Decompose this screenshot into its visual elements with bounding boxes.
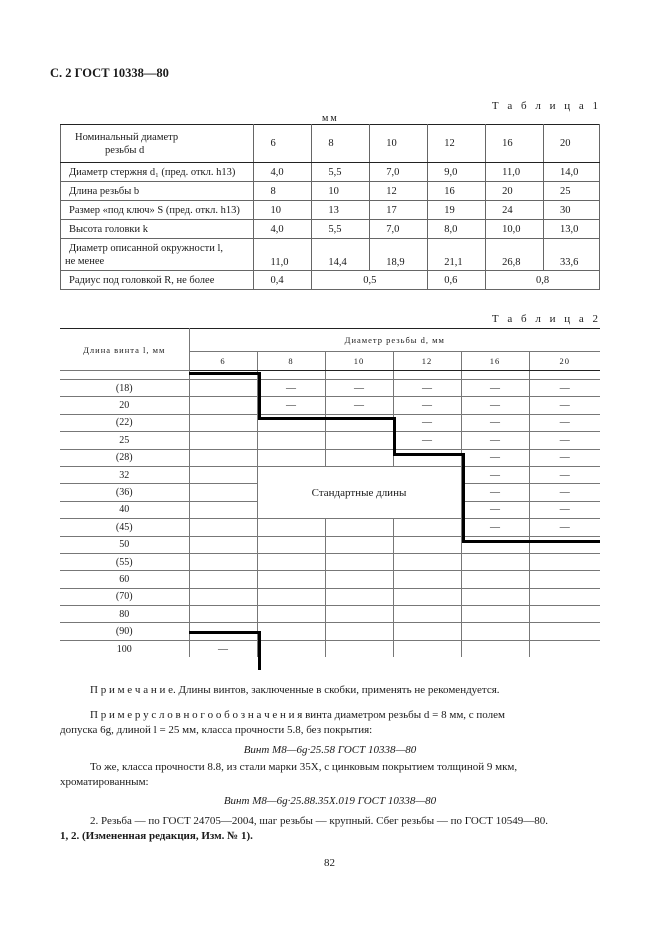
cell <box>325 588 393 605</box>
cell <box>393 623 461 640</box>
cell <box>189 519 257 536</box>
length-cell: (90) <box>60 623 189 640</box>
example2-formula: Винт М8—6g·25.88.35Х.019 ГОСТ 10338—80 <box>223 795 437 807</box>
dash-cell: — <box>461 466 529 483</box>
standard-lengths-label: Стандартные длины <box>311 486 407 499</box>
cell: 14,4 <box>312 239 370 271</box>
cell <box>461 640 529 657</box>
row-label: Высота головки k <box>61 220 254 239</box>
dash-cell: — <box>529 414 600 431</box>
cell <box>189 432 257 449</box>
diam-header: 10 <box>370 125 428 163</box>
length-cell: 40 <box>60 501 189 518</box>
row-label-line1: Диаметр описанной окружности l, <box>69 242 224 254</box>
cell <box>189 484 257 501</box>
example2-line2: хроматированным: <box>60 776 149 788</box>
table-row <box>61 163 600 182</box>
length-cell: (36) <box>60 484 189 501</box>
gap-cell <box>461 371 529 380</box>
dash-cell: — <box>461 484 529 501</box>
length-header: Длина винта l, мм <box>60 329 189 371</box>
cell <box>325 536 393 553</box>
dash-cell: — <box>529 397 600 414</box>
length-cell: (45) <box>60 519 189 536</box>
length-cell: 20 <box>60 397 189 414</box>
cell: 10 <box>312 182 370 201</box>
boundary-line <box>189 372 259 375</box>
cell: 16 <box>428 182 486 201</box>
cell: 4,0 <box>254 220 312 239</box>
dash-cell: — <box>325 397 393 414</box>
table2-gap-row <box>60 371 600 380</box>
gap-cell <box>325 371 393 380</box>
cell <box>529 623 600 640</box>
cell <box>529 571 600 588</box>
row-label: Радиус под головкой R, не более <box>61 271 254 290</box>
cell <box>189 501 257 518</box>
cell: 10,0 <box>486 220 544 239</box>
cell: 0,6 <box>428 271 486 290</box>
diam-col-header: 8 <box>257 352 325 371</box>
example1-formula: Винт М8—6g·25.58 ГОСТ 10338—80 <box>243 744 417 756</box>
dash-cell: — <box>529 449 600 466</box>
dash-cell: — <box>189 640 257 657</box>
diam-header: 16 <box>486 125 544 163</box>
dash-cell: — <box>529 380 600 397</box>
cell: 12 <box>370 182 428 201</box>
cell <box>257 623 325 640</box>
cell <box>393 449 461 466</box>
cell: 30 <box>544 201 600 220</box>
cell <box>189 588 257 605</box>
length-cell: 100 <box>60 640 189 657</box>
diam-col-header: 16 <box>461 352 529 371</box>
cell <box>393 606 461 623</box>
cell <box>189 449 257 466</box>
cell <box>325 432 393 449</box>
dash-cell: — <box>257 380 325 397</box>
cell: 14,0 <box>544 163 600 182</box>
gap-cell <box>60 371 189 380</box>
cell <box>461 571 529 588</box>
cell <box>461 623 529 640</box>
cell: 11,0 <box>486 163 544 182</box>
cell <box>257 588 325 605</box>
diam-header: 12 <box>428 125 486 163</box>
table-row <box>60 536 600 553</box>
table-row <box>60 553 600 570</box>
cell <box>257 449 325 466</box>
diam-header: 6 <box>254 125 312 163</box>
table-row <box>61 182 600 201</box>
dash-cell: — <box>393 380 461 397</box>
cell: 21,1 <box>428 239 486 271</box>
cell <box>529 553 600 570</box>
cell <box>257 553 325 570</box>
cell <box>461 553 529 570</box>
boundary-line <box>393 453 464 456</box>
table-row <box>60 606 600 623</box>
table-row <box>60 519 600 536</box>
cell: 5,5 <box>312 220 370 239</box>
cell <box>529 640 600 657</box>
clause2-line1: 2. Резьба — по ГОСТ 24705—2004, шаг резьбы — крупный. Сбег резьбы — по ГОСТ 10549—80. <box>90 815 548 827</box>
boundary-line <box>462 540 600 543</box>
header-label-line1: Номинальный диаметр <box>75 131 179 143</box>
dash-cell: — <box>461 449 529 466</box>
table1-units: мм <box>322 113 339 124</box>
diam-col-header: 6 <box>189 352 257 371</box>
cell <box>393 553 461 570</box>
length-cell: (70) <box>60 588 189 605</box>
table2-caption: Т а б л и ц а 2 <box>491 313 601 325</box>
length-cell: 60 <box>60 571 189 588</box>
dash-cell: — <box>461 519 529 536</box>
length-cell: 80 <box>60 606 189 623</box>
dash-cell: — <box>529 501 600 518</box>
table-row <box>60 588 600 605</box>
cell <box>257 432 325 449</box>
cell: 7,0 <box>370 220 428 239</box>
table-row <box>60 640 600 657</box>
cell <box>461 588 529 605</box>
cell: 10 <box>254 201 312 220</box>
dash-cell: — <box>325 380 393 397</box>
cell <box>393 519 461 536</box>
diam-col-header: 12 <box>393 352 461 371</box>
cell <box>393 571 461 588</box>
cell <box>529 536 600 553</box>
length-cell: (22) <box>60 414 189 431</box>
boundary-line <box>393 417 396 455</box>
cell <box>189 380 257 397</box>
boundary-line <box>258 417 395 420</box>
cell <box>325 571 393 588</box>
cell <box>189 553 257 570</box>
cell: 0,5 <box>312 271 428 290</box>
cell <box>189 536 257 553</box>
row-label: Размер «под ключ» S (пред. откл. h13) <box>61 201 254 220</box>
boundary-line <box>258 631 261 670</box>
cell <box>461 536 529 553</box>
cell <box>189 571 257 588</box>
table-row <box>61 220 600 239</box>
cell <box>325 553 393 570</box>
cell <box>257 536 325 553</box>
cell <box>257 519 325 536</box>
dash-cell: — <box>529 466 600 483</box>
cell <box>257 640 325 657</box>
example2-line1: То же, класса прочности 8.8, из стали марки 35Х, с цинковым покрытием толщиной 9 мкм, <box>90 761 518 773</box>
row-label: Диаметр стержня d₁ (пред. откл. h13) <box>61 163 254 182</box>
clause2-line2: 1, 2. (Измененная редакция, Изм. № 1). <box>60 830 253 842</box>
row-label: Длина резьбы b <box>61 182 254 201</box>
example1-line2: допуска 6g, длиной l = 25 мм, класса прочности 5.8, без покрытия: <box>60 724 373 736</box>
page-number: 82 <box>324 857 335 869</box>
diameter-header: Диаметр резьбы d, мм <box>189 329 600 352</box>
dash-cell: — <box>529 432 600 449</box>
diam-col-header: 20 <box>529 352 600 371</box>
gap-cell <box>257 371 325 380</box>
length-cell: 50 <box>60 536 189 553</box>
gap-cell <box>393 371 461 380</box>
dash-cell: — <box>393 397 461 414</box>
cell: 18,9 <box>370 239 428 271</box>
cell <box>393 536 461 553</box>
cell: 13 <box>312 201 370 220</box>
cell: 26,8 <box>486 239 544 271</box>
boundary-line <box>462 453 465 542</box>
cell: 4,0 <box>254 163 312 182</box>
row-label <box>61 239 254 271</box>
cell <box>325 640 393 657</box>
table2-header-row <box>60 329 600 352</box>
cell: 33,6 <box>544 239 600 271</box>
cell <box>189 414 257 431</box>
table-row <box>60 397 600 414</box>
cell: 20 <box>486 182 544 201</box>
length-cell: 32 <box>60 466 189 483</box>
cell <box>257 606 325 623</box>
dash-cell: — <box>529 519 600 536</box>
gap-cell <box>529 371 600 380</box>
table1-header-label <box>61 125 254 163</box>
cell: 19 <box>428 201 486 220</box>
cell: 11,0 <box>254 239 312 271</box>
dash-cell: — <box>393 432 461 449</box>
table-note: П р и м е ч а н и е. Длины винтов, заключенные в скобки, применять не рекомендуется. <box>90 684 500 696</box>
clause2-text <box>60 814 610 844</box>
cell <box>325 606 393 623</box>
cell: 7,0 <box>370 163 428 182</box>
table1-header-row <box>61 125 600 163</box>
cell <box>393 640 461 657</box>
cell <box>461 606 529 623</box>
diam-header: 20 <box>544 125 600 163</box>
dash-cell: — <box>393 414 461 431</box>
length-cell: 25 <box>60 432 189 449</box>
table-row <box>60 449 600 466</box>
cell <box>325 623 393 640</box>
dash-cell: — <box>461 414 529 431</box>
table-row <box>61 239 600 271</box>
cell <box>325 449 393 466</box>
dash-cell: — <box>461 501 529 518</box>
table-row <box>61 201 600 220</box>
table-row <box>60 432 600 449</box>
table2 <box>60 328 600 657</box>
cell <box>393 588 461 605</box>
example2-text <box>60 760 610 790</box>
boundary-line <box>189 631 260 634</box>
table1 <box>60 124 600 290</box>
example1-line1: П р и м е р у с л о в н о г о о б о з н а ч е н и я винта диаметром резьбы d = 8 мм, с полем <box>90 709 505 721</box>
cell: 13,0 <box>544 220 600 239</box>
cell <box>257 571 325 588</box>
cell <box>189 606 257 623</box>
cell: 0,8 <box>486 271 600 290</box>
length-cell: (18) <box>60 380 189 397</box>
table-row <box>61 271 600 290</box>
table-row <box>60 623 600 640</box>
cell <box>189 466 257 483</box>
cell: 9,0 <box>428 163 486 182</box>
cell <box>189 397 257 414</box>
cell <box>325 519 393 536</box>
page-header: С. 2 ГОСТ 10338—80 <box>50 66 169 80</box>
length-cell: (28) <box>60 449 189 466</box>
cell: 24 <box>486 201 544 220</box>
diam-header: 8 <box>312 125 370 163</box>
dash-cell: — <box>461 380 529 397</box>
cell <box>529 588 600 605</box>
table-row <box>60 380 600 397</box>
cell: 8 <box>254 182 312 201</box>
cell: 17 <box>370 201 428 220</box>
table1-caption: Т а б л и ц а 1 <box>491 100 601 112</box>
table-row <box>60 466 600 483</box>
header-label-line2: резьбы d <box>105 144 145 156</box>
length-cell: (55) <box>60 553 189 570</box>
cell: 0,4 <box>254 271 312 290</box>
dash-cell: — <box>461 432 529 449</box>
table-row <box>60 571 600 588</box>
cell: 25 <box>544 182 600 201</box>
cell <box>529 606 600 623</box>
dash-cell: — <box>257 397 325 414</box>
row-label-line2: не менее <box>65 255 105 267</box>
diam-col-header: 10 <box>325 352 393 371</box>
dash-cell: — <box>461 397 529 414</box>
cell: 5,5 <box>312 163 370 182</box>
example1-text <box>60 708 610 738</box>
dash-cell: — <box>529 484 600 501</box>
boundary-line <box>258 372 261 419</box>
cell: 8,0 <box>428 220 486 239</box>
